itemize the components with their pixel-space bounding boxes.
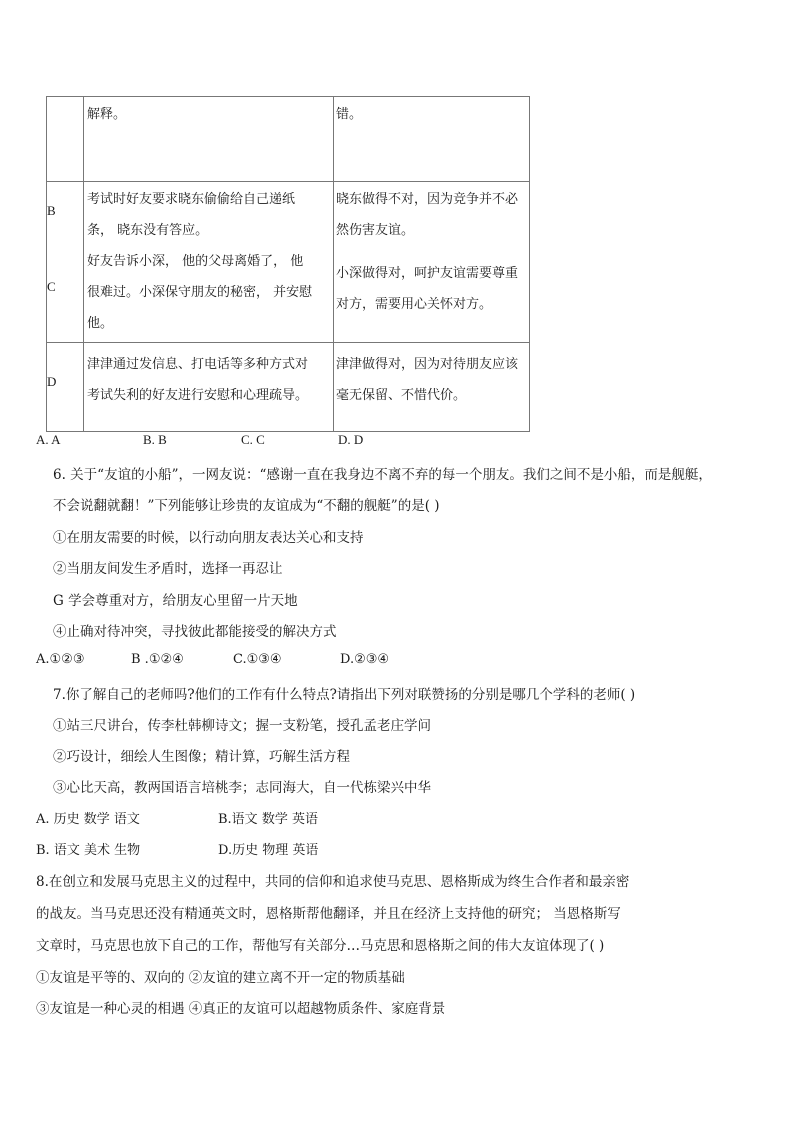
option-label-b: B: [47, 203, 56, 218]
action-text-b-2: 条， 晓东没有答应。: [87, 223, 209, 238]
option-label-c: C: [47, 279, 56, 294]
q6-choice-b[interactable]: B .①②④: [131, 652, 184, 667]
judgment-cell-d: [334, 343, 530, 432]
judgment-text-c-2: 对方，需要用心关怀对方。: [336, 297, 493, 312]
action-cell-a: [84, 97, 334, 182]
q5-choice-d[interactable]: D. D: [338, 432, 364, 447]
option-cell-a: [47, 97, 84, 182]
judgment-text-c-1: 小深做得对，呵护友谊需要尊重: [336, 266, 519, 281]
q5-options-table: [46, 96, 530, 432]
q7-choice-b[interactable]: B.语文 数学 英语: [218, 812, 318, 827]
action-text-c-3: 他。: [87, 316, 114, 331]
option-cell-bc: [47, 182, 84, 343]
judgment-cell-bc: [334, 182, 530, 343]
q8-stem-line-3: 文章时，马克思也放下自己的工作，帮他写有关部分…马克思和恩格斯之间的伟大友谊体现了( ): [36, 938, 605, 954]
q6-answer-choices: [0, 652, 794, 672]
action-text-a: 解释。: [87, 107, 127, 122]
action-text-c-2: 很难过。小深保守朋友的秘密， 并安慰: [87, 285, 313, 300]
judgment-text-b-1: 晓东做得不对，因为竞争并不必: [336, 192, 519, 207]
q6-item-3: G 学会尊重对方，给朋友心里留一片天地: [53, 593, 298, 609]
option-cell-d: [47, 343, 84, 432]
q6-stem-line-2: 不会说翻就翻！”下列能够让珍贵的友谊成为“不翻的舰艇”的是( ): [53, 498, 440, 514]
judgment-text-d-1: 津津做得对，因为对待朋友应该: [336, 357, 519, 372]
action-text-c-1: 好友告诉小深， 他的父母离婚了， 他: [87, 254, 304, 269]
q7-choice-c[interactable]: B. 语文 美术 生物: [36, 843, 141, 858]
table-row-d: [47, 343, 530, 432]
q6-choice-a[interactable]: A.①②③: [36, 652, 85, 667]
q6-choice-c[interactable]: C.①③④: [233, 652, 282, 667]
q8-stem-line-1: 8.在创立和发展马克思主义的过程中，共同的信仰和追求使马克思、恩格斯成为终生合作者和最亲密: [36, 874, 630, 890]
q5-choice-a[interactable]: A. A: [36, 432, 61, 447]
judgment-text-d-2: 毫无保留、不惜代价。: [336, 388, 467, 403]
q6-item-4: ④止确对待冲突，寻找彼此都能接受的解决方式: [53, 624, 337, 640]
action-text-b-1: 考试时好友要求晓东偷偷给自己递纸: [87, 192, 296, 207]
action-text-d-2: 考试失利的好友进行安慰和心理疏导。: [87, 388, 309, 403]
q7-item-1: ①站三尺讲台，传李杜韩柳诗文；握一支粉笔，授孔孟老庄学问: [53, 718, 431, 734]
q5-choice-c[interactable]: C. C: [241, 432, 265, 447]
option-label-d: D: [47, 374, 57, 389]
q7-choice-a[interactable]: A. 历史 数学 语文: [36, 812, 140, 827]
table-row-bc: [47, 182, 530, 343]
action-text-d-1: 津津通过发信息、打电话等多种方式对: [87, 357, 309, 372]
q6-stem-line-1: 6. 关于“友谊的小船”，一网友说：“感谢一直在我身边不离不弃的每一个朋友。我们之间不是小船，而是舰艇，: [53, 467, 712, 483]
q7-choice-d[interactable]: D.历史 物理 英语: [218, 843, 319, 858]
table-row-a: [47, 97, 530, 182]
q6-item-2: ②当朋友间发生矛盾时，选择一再忍让: [53, 561, 283, 577]
q8-stem-line-2: 的战友。当马克思还没有精通英文时，恩格斯帮他翻译，并且在经济上支持他的研究； 当恩格斯写: [36, 906, 621, 922]
q7-stem: 7.你了解自己的老师吗?他们的工作有什么特点?请指出下列对联赞扬的分别是哪几个学科的老师( ): [53, 687, 636, 703]
q5-choice-b[interactable]: B. B: [143, 432, 167, 447]
judgment-cell-a: [334, 97, 530, 182]
action-cell-bc: [84, 182, 334, 343]
q7-item-3: ③心比天高，教两国语言培桃李；志同海大，自一代栋梁兴中华: [53, 780, 431, 796]
q7-item-2: ②巧设计，细绘人生图像；精计算，巧解生活方程: [53, 749, 350, 765]
q5-answer-choices: [0, 432, 794, 452]
q8-item-2: ③友谊是一种心灵的相遇 ④真正的友谊可以超越物质条件、家庭背景: [36, 1001, 446, 1017]
judgment-text-a: 错。: [336, 107, 363, 122]
action-cell-d: [84, 343, 334, 432]
q8-item-1: ①友谊是平等的、双向的 ②友谊的建立离不开一定的物质基础: [36, 970, 405, 986]
judgment-text-b-2: 然伤害友谊。: [336, 223, 415, 238]
q7-answer-choices: [0, 808, 794, 858]
q6-item-1: ①在朋友需要的时候，以行动向朋友表达关心和支持: [53, 530, 364, 546]
q6-choice-d[interactable]: D.②③④: [340, 652, 390, 667]
